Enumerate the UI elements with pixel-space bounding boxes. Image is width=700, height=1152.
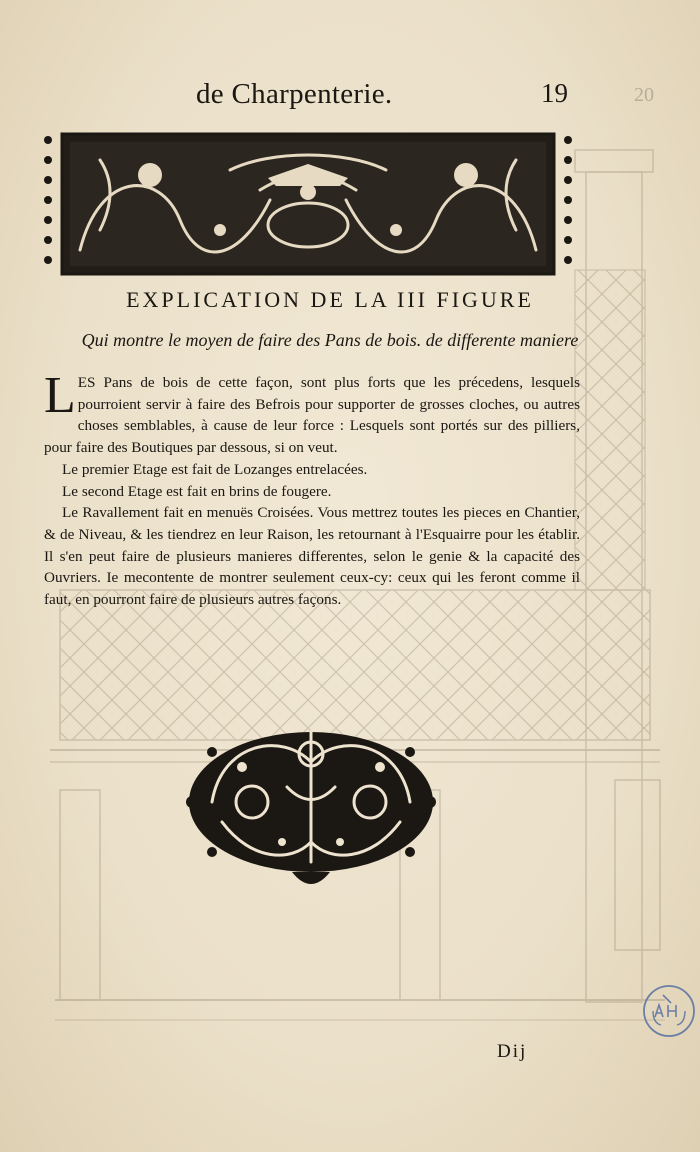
section-subheading: Qui montre le moyen de faire des Pans de bois. de differente maniere	[81, 330, 579, 350]
paragraph: Le premier Etage est fait de Lozanges entrelacées.	[62, 460, 368, 478]
section-heading: EXPLICATION DE LA III FIGURE	[126, 287, 534, 312]
page-number: 19	[541, 78, 568, 108]
paragraph-text: ES Pans de bois de cette façon, sont plus forts que les précedens, lesquels pourroient servir à faire des Befrois pour supporter de grosses cloches, ou autres choses semblables, à cause de leur force : Lesquels sont portés sur des pilliers, pour faire des Boutiques par dessous, si on veut.	[44, 374, 580, 457]
fleuron-tailpiece	[182, 712, 440, 896]
library-stamp	[641, 983, 697, 1039]
running-head: de Charpenterie.	[196, 78, 393, 110]
drop-cap: L	[44, 367, 76, 424]
paragraph	[44, 367, 580, 459]
body-text	[44, 367, 580, 611]
signature-mark: Dij	[497, 1041, 528, 1062]
paragraph: Le Ravallement fait en menuës Croisées. Vous mettrez toutes les pieces en Chantier, & de Niveau, & les tiendrez en leur Raison, les retournant à l'Esquairre pour les établir. Il s'en peut faire de plusieurs manieres differentes, selon le genie & la capacité des Ouvriers. Ie mecontente de montrer seulement ceux-cy: ceux qui les feront comme il faut, en pourront faire de plusieurs autres façons.	[44, 504, 580, 609]
paragraph: Le second Etage est fait en brins de fougere.	[62, 482, 332, 500]
woodcut-headband	[40, 130, 576, 278]
bleed-through-page-number: 20	[634, 84, 654, 106]
